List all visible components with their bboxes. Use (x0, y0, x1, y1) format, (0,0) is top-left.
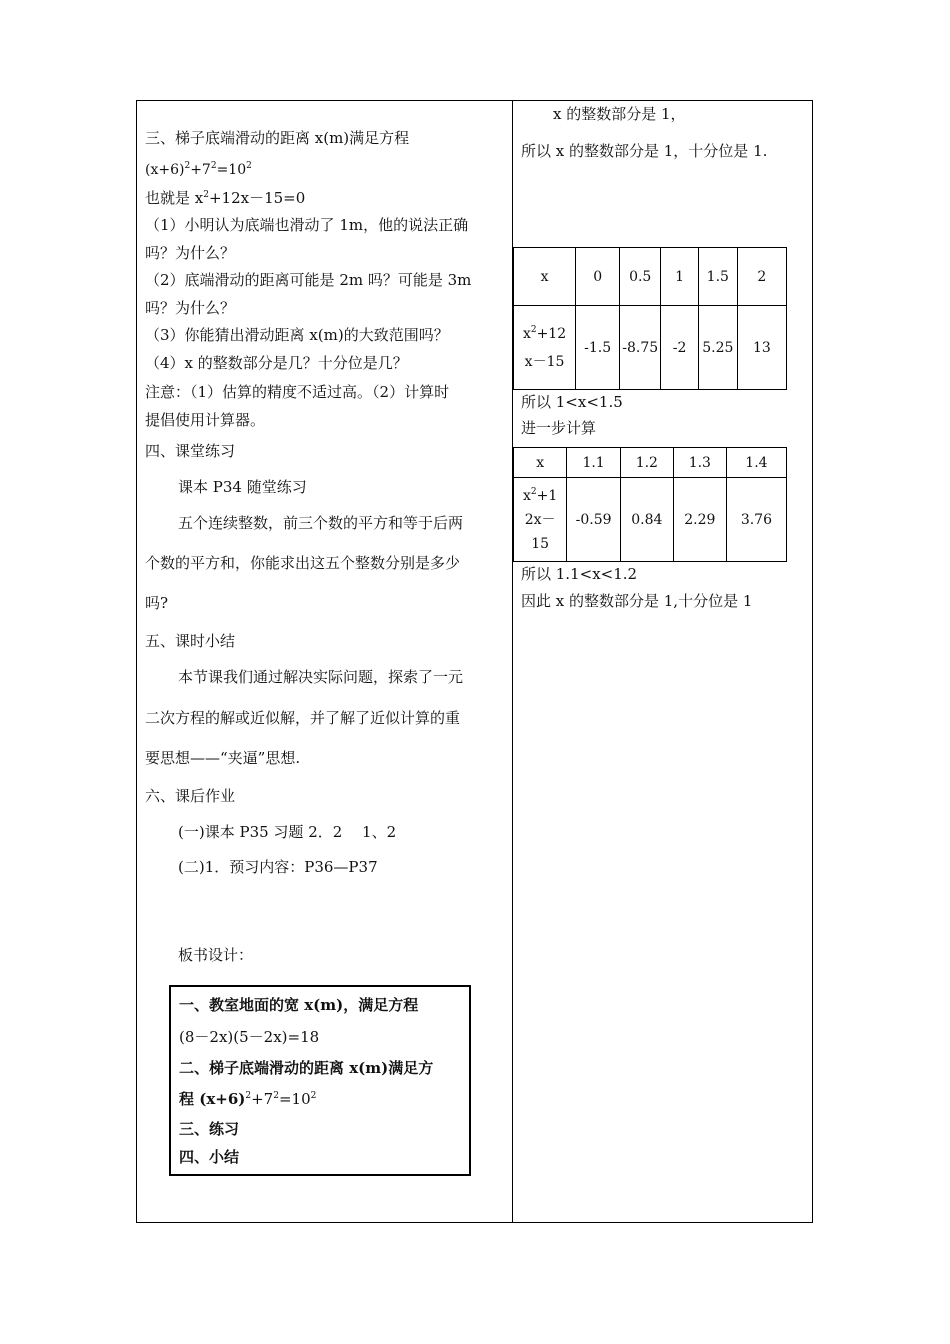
section-5-title: 五、课时小结 (145, 632, 236, 650)
table-1-value-cell: -2 (661, 306, 699, 390)
table-2-value-row (514, 478, 787, 562)
question-1-line-2: 吗？为什么？ (145, 244, 236, 262)
right-line-2: 所以 x 的整数部分是 1，十分位是 1. (521, 142, 768, 160)
section-4-reference: 课本 P34 随堂练习 (178, 478, 307, 496)
board-line-6: 四、小结 (179, 1148, 240, 1166)
table-1 (513, 247, 787, 390)
homework-1: (一)课本 P35 习题 2．2 1、2 (178, 823, 397, 841)
table-1-header-row (514, 248, 787, 306)
table-2-value-cell: 3.76 (726, 478, 786, 562)
question-3: （3）你能猜出滑动距离 x(m)的大致范围吗？ (145, 326, 449, 344)
table-2-header-x: x (514, 448, 567, 478)
board-line-3: 二、梯子底端滑动的距离 x(m)满足方 (179, 1059, 434, 1077)
table-1-header-cell: 0 (576, 248, 620, 306)
table-1-value-row (514, 306, 787, 390)
homework-2: (二)1．预习内容：P36—P37 (178, 858, 378, 876)
table-1-value-cell: -1.5 (576, 306, 620, 390)
right-line-3: 所以 1<x<1.5 (521, 393, 623, 411)
table-1-header-x: x (514, 248, 576, 306)
table-2-value-cell: -0.59 (567, 478, 621, 562)
equation-2: 也就是 $x^2+12x-15=0$ (145, 189, 306, 207)
section-5-para-line-1: 本节课我们通过解决实际问题，探索了一元 (178, 668, 464, 686)
section-4-title: 四、课堂练习 (145, 442, 236, 460)
right-line-1: x 的整数部分是 1， (553, 105, 686, 123)
table-2-header-cell: 1.3 (673, 448, 726, 478)
board-design-box (169, 985, 471, 1176)
table-2 (513, 447, 787, 562)
table-1-row-label: $x^2+12$ x－15 (514, 306, 576, 390)
table-1-header-cell: 0.5 (620, 248, 661, 306)
section-4-para-line-3: 吗? (145, 594, 169, 612)
question-2-line-1: （2）底端滑动的距离可能是 2m 吗？可能是 3m (145, 271, 472, 289)
section-3-title: 三、梯子底端滑动的距离 x(m)满足方程 (145, 129, 410, 147)
table-2-value-cell: 0.84 (620, 478, 673, 562)
right-line-5: 所以 1.1<x<1.2 (521, 565, 638, 583)
right-line-4: 进一步计算 (521, 419, 597, 437)
equation-1: $(x+6)^2+7^2=10^2$ (145, 161, 252, 178)
right-line-6: 因此 x 的整数部分是 1,十分位是 1 (521, 592, 753, 610)
section-4-para-line-2: 个数的平方和，你能求出这五个整数分别是多少 (145, 554, 461, 572)
board-line-4: 程 $(x+6)^2+7^2=10^2$ (179, 1090, 317, 1108)
table-1-header-cell: 1 (661, 248, 699, 306)
table-2-header-cell: 1.2 (620, 448, 673, 478)
board-line-1: 一、教室地面的宽 x(m)，满足方程 (179, 996, 419, 1014)
table-1-header-cell: 2 (737, 248, 786, 306)
question-1-line-1: （1）小明认为底端也滑动了 1m，他的说法正确 (145, 216, 469, 234)
section-5-para-line-3: 要思想——“夹逼”思想. (145, 749, 301, 767)
board-line-2: (8－2x)(5－2x)=18 (179, 1028, 320, 1046)
question-4: （4）x 的整数部分是几？十分位是几？ (145, 354, 408, 372)
table-2-value-cell: 2.29 (673, 478, 726, 562)
section-4-para-line-1: 五个连续整数，前三个数的平方和等于后两 (178, 514, 464, 532)
question-2-line-2: 吗？为什么？ (145, 299, 236, 317)
board-design-label: 板书设计： (178, 946, 254, 964)
note-line-2: 提倡使用计算器。 (145, 411, 266, 429)
table-1-value-cell: 13 (737, 306, 786, 390)
table-1-header-cell: 1.5 (698, 248, 737, 306)
section-5-para-line-2: 二次方程的解或近似解，并了解了近似计算的重 (145, 709, 461, 727)
table-1-value-cell: 5.25 (698, 306, 737, 390)
note-line-1: 注意：（1）估算的精度不适过高。（2）计算时 (145, 383, 450, 401)
board-line-5: 三、练习 (179, 1120, 240, 1138)
table-1-value-cell: -8.75 (620, 306, 661, 390)
table-2-row-label: $x^2+1$ 2x－ 15 (514, 478, 567, 562)
table-2-header-row (514, 448, 787, 478)
table-2-header-cell: 1.4 (726, 448, 786, 478)
section-6-title: 六、课后作业 (145, 787, 236, 805)
table-2-header-cell: 1.1 (567, 448, 621, 478)
